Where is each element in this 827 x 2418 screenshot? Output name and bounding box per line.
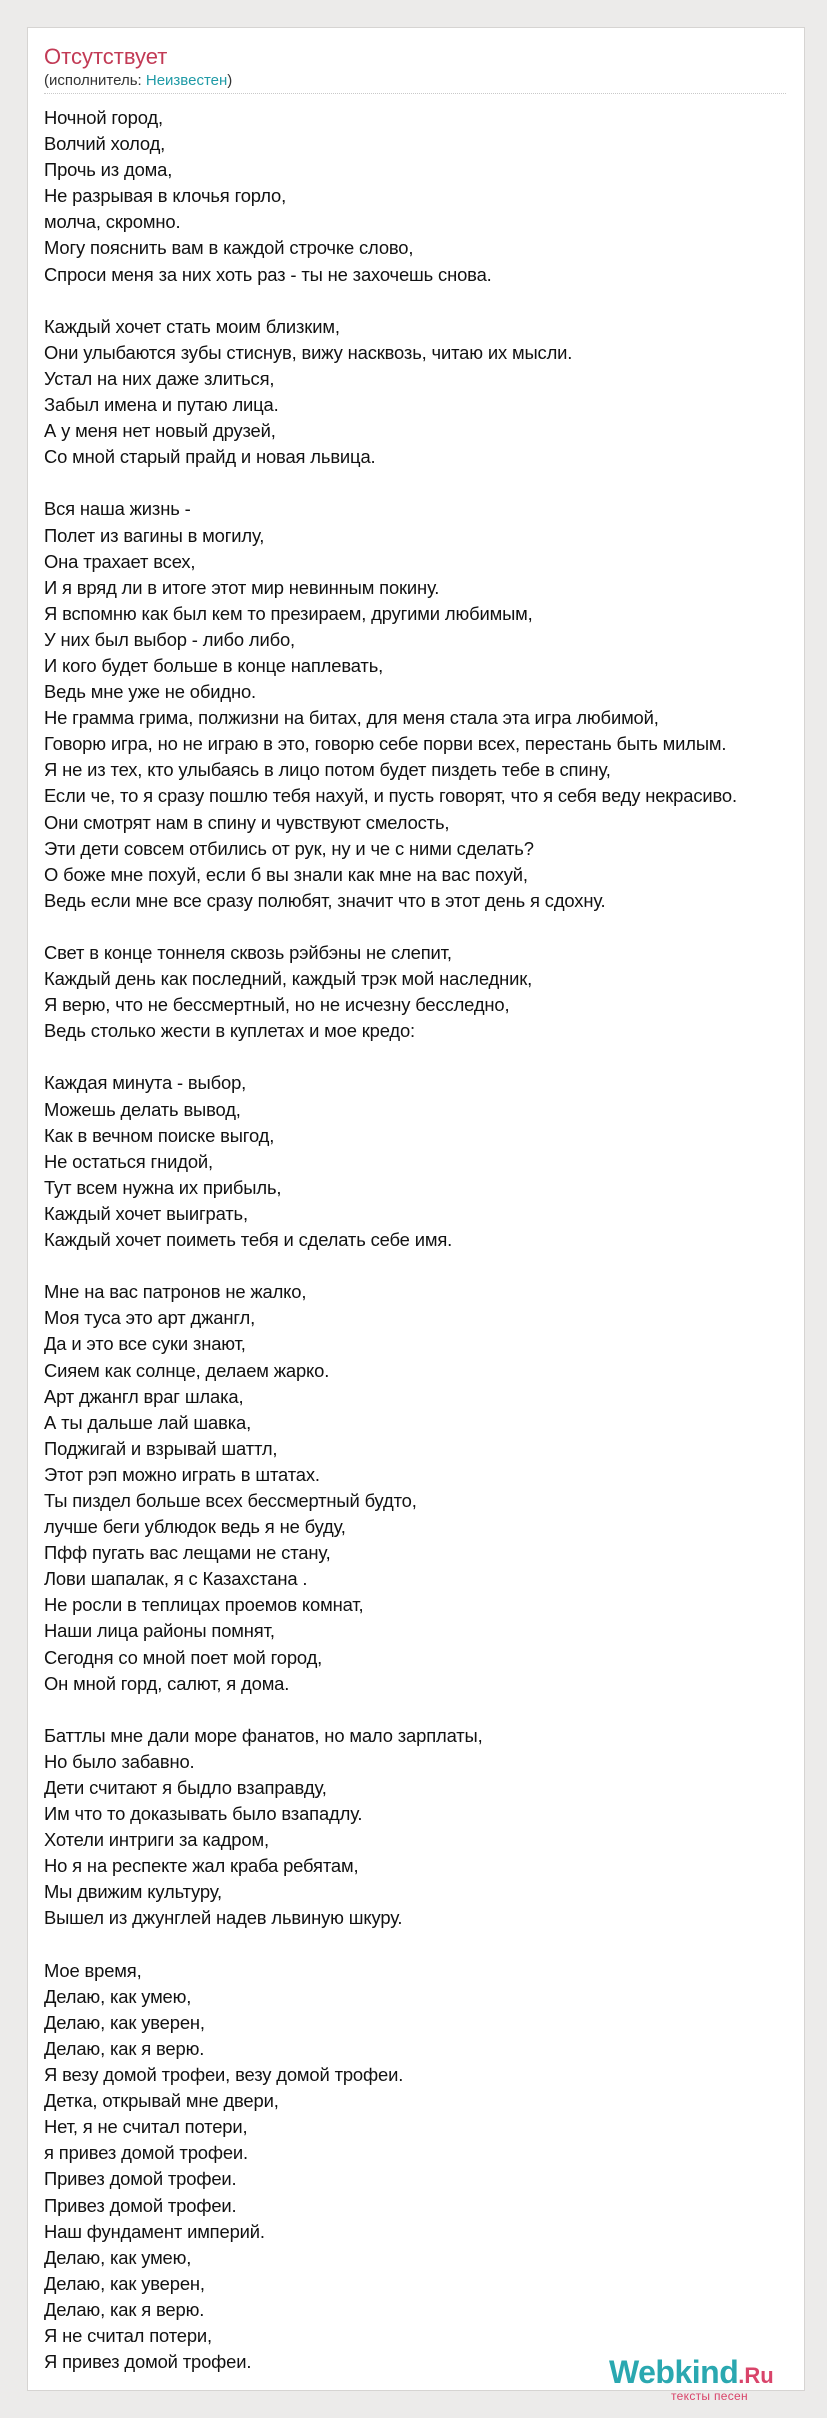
artist-line	[44, 72, 232, 90]
lyric-line: Полет из вагины в могилу,	[44, 524, 265, 546]
lyric-line: Спроси меня за них хоть раз - ты не захочешь снова.	[44, 263, 492, 285]
lyric-line: Им что то доказывать было взападлу.	[44, 1803, 363, 1825]
lyric-line: Я привез домой трофеи.	[44, 2351, 252, 2373]
lyric-line: Волчий холод,	[44, 133, 166, 155]
lyric-line: Со мной старый прайд и новая львица.	[44, 446, 376, 468]
site-logo[interactable]	[609, 2353, 809, 2408]
lyric-line: Делаю, как я верю.	[44, 2298, 205, 2320]
lyric-line: Она трахает всех,	[44, 550, 196, 572]
lyric-line: А у меня нет новый друзей,	[44, 420, 276, 442]
lyric-line: Но было забавно.	[44, 1750, 195, 1772]
lyric-line: Лови шапалак, я с Казахстана .	[44, 1568, 308, 1590]
lyric-line: Сегодня со мной поет мой город,	[44, 1646, 323, 1668]
lyric-line: Нет, я не считал потери,	[44, 2116, 248, 2138]
artist-prefix: (исполнитель:	[44, 72, 146, 89]
lyric-line: Моя туса это арт джангл,	[44, 1307, 256, 1329]
lyric-line: Мое время,	[44, 1959, 142, 1981]
lyric-line: Не грамма грима, полжизни на битах, для меня стала эта игра любимой,	[44, 707, 659, 729]
lyric-line: Свет в конце тоннеля сквозь рэйбэны не слепит,	[44, 942, 452, 963]
lyric-line: Как в вечном поиске выгод,	[44, 1124, 275, 1146]
lyric-line: Вышел из джунглей надев львиную шкуру.	[44, 1907, 403, 1929]
lyric-line: Устал на них даже злиться,	[44, 367, 275, 389]
lyric-line: молча, скромно.	[44, 211, 181, 233]
lyric-line: Ведь столько жести в куплетах и мое кредо:	[44, 1020, 416, 1042]
lyric-line: Привез домой трофеи.	[44, 2194, 237, 2216]
lyric-line: Вся наша жизнь -	[44, 498, 191, 520]
lyric-line: Каждая минута - выбор,	[44, 1072, 247, 1094]
lyrics-stanza	[44, 496, 804, 914]
lyric-line: Наши лица районы помнят,	[44, 1620, 275, 1642]
lyric-line: Ведь если мне все сразу полюбят, значит что в этот день я сдохну.	[44, 889, 606, 911]
song-title: Отсутствует	[44, 44, 168, 69]
lyric-line: Ты пиздел больше всех бессмертный будто,	[44, 1489, 417, 1511]
lyric-line: Могу пояснить вам в каждой строчке слово,	[44, 237, 414, 259]
lyric-line: Можешь делать вывод,	[44, 1098, 241, 1120]
artist-link[interactable]: Неизвестен	[145, 72, 228, 89]
lyric-line: Делаю, как умею,	[44, 2246, 192, 2268]
lyric-line: И кого будет больше в конце наплевать,	[44, 654, 384, 676]
lyric-line: Поджигай и взрывай шаттл,	[44, 1437, 278, 1459]
lyric-line: Я верю, что не бессмертный, но не исчезну бесследно,	[44, 994, 510, 1016]
lyric-line: Я везу домой трофеи, везу домой трофеи.	[44, 2064, 404, 2086]
lyrics-stanza	[44, 1958, 804, 2376]
lyrics-stanza	[44, 1723, 804, 1932]
lyric-line: я привез домой трофеи.	[44, 2142, 248, 2164]
lyric-line: Каждый хочет выиграть,	[44, 1202, 248, 1224]
lyric-line: Баттлы мне дали море фанатов, но мало зарплаты,	[44, 1724, 483, 1746]
lyric-line: У них был выбор - либо либо,	[44, 628, 295, 650]
lyric-line: лучше беги ублюдок ведь я не буду,	[44, 1516, 346, 1538]
lyric-line: Он мной горд, салют, я дома.	[44, 1672, 290, 1694]
lyric-line: И я вряд ли в итоге этот мир невинным покину.	[44, 576, 440, 598]
lyric-line: Сияем как солнце, делаем жарко.	[44, 1359, 330, 1381]
logo-tagline: тексты песен	[671, 2389, 748, 2403]
lyric-line: Эти дети совсем отбились от рук, ну и че с ними сделать?	[44, 837, 534, 859]
lyrics-card	[27, 27, 805, 2391]
lyric-line: Если че, то я сразу пошлю тебя нахуй, и пусть говорят, что я себя веду некрасиво.	[44, 785, 737, 807]
lyric-line: Они смотрят нам в спину и чувствуют смелость,	[44, 811, 450, 833]
lyric-line: Я вспомню как был кем то презираем, другими любимым,	[44, 602, 533, 624]
lyric-line: Каждый день как последний, каждый трэк мой наследник,	[44, 968, 533, 990]
lyric-line: Не росли в теплицах проемов комнат,	[44, 1594, 364, 1616]
lyric-line: Детка, открывай мне двери,	[44, 2090, 279, 2112]
lyrics-stanza	[44, 1279, 804, 1697]
lyric-line: Но я на респекте жал краба ребятам,	[44, 1855, 359, 1877]
lyric-line: Да и это все суки знают,	[44, 1333, 246, 1355]
lyric-line: Ночной город,	[44, 107, 163, 128]
lyric-line: Хотели интриги за кадром,	[44, 1829, 269, 1851]
lyric-line: Ведь мне уже не обидно.	[44, 681, 256, 703]
lyric-line: Каждый хочет стать моим близким,	[44, 315, 340, 337]
lyrics-text	[44, 105, 804, 2375]
lyric-line: Я не считал потери,	[44, 2324, 212, 2346]
lyrics-stanza	[44, 105, 804, 288]
lyric-line: Мы движим культуру,	[44, 1881, 222, 1903]
lyric-line: Привез домой трофеи.	[44, 2168, 237, 2190]
lyric-line: Они улыбаются зубы стиснув, вижу насквозь, читаю их мысли.	[44, 341, 573, 363]
lyric-line: Делаю, как уверен,	[44, 2272, 205, 2294]
lyric-line: О боже мне похуй, если б вы знали как мне на вас похуй,	[44, 863, 528, 885]
lyric-line: Делаю, как я верю.	[44, 2037, 205, 2059]
lyrics-stanza	[44, 1070, 804, 1253]
lyric-line: Забыл имена и путаю лица.	[44, 394, 279, 416]
artist-suffix: )	[227, 72, 233, 89]
lyric-line: Этот рэп можно играть в штатах.	[44, 1463, 320, 1485]
logo-brand: Webkind	[609, 2354, 739, 2390]
lyric-line: Я не из тех, кто улыбаясь в лицо потом будет пиздеть тебе в спину,	[44, 759, 611, 781]
lyrics-stanza	[44, 314, 804, 471]
title-divider	[44, 93, 786, 94]
lyric-line: Не остаться гнидой,	[44, 1150, 213, 1172]
lyric-line: Тут всем нужна их прибыль,	[44, 1176, 282, 1198]
logo-tld: .Ru	[738, 2363, 774, 2388]
lyric-line: А ты дальше лай шавка,	[44, 1411, 252, 1433]
lyric-line: Прочь из дома,	[44, 159, 173, 181]
lyric-line: Делаю, как уверен,	[44, 2011, 205, 2033]
lyrics-stanza	[44, 940, 804, 1044]
lyric-line: Пфф пугать вас лещами не стану,	[44, 1542, 331, 1564]
lyric-line: Арт джангл враг шлака,	[44, 1385, 244, 1407]
lyric-line: Не разрывая в клочья горло,	[44, 185, 287, 207]
lyric-line: Мне на вас патронов не жалко,	[44, 1281, 307, 1303]
lyric-line: Каждый хочет поиметь тебя и сделать себе имя.	[44, 1229, 453, 1251]
lyric-line: Дети считают я быдло взаправду,	[44, 1777, 327, 1798]
lyric-line: Делаю, как умею,	[44, 1985, 192, 2007]
lyric-line: Наш фундамент империй.	[44, 2220, 265, 2242]
lyric-line: Говорю игра, но не играю в это, говорю себе порви всех, перестань быть милым.	[44, 733, 727, 755]
